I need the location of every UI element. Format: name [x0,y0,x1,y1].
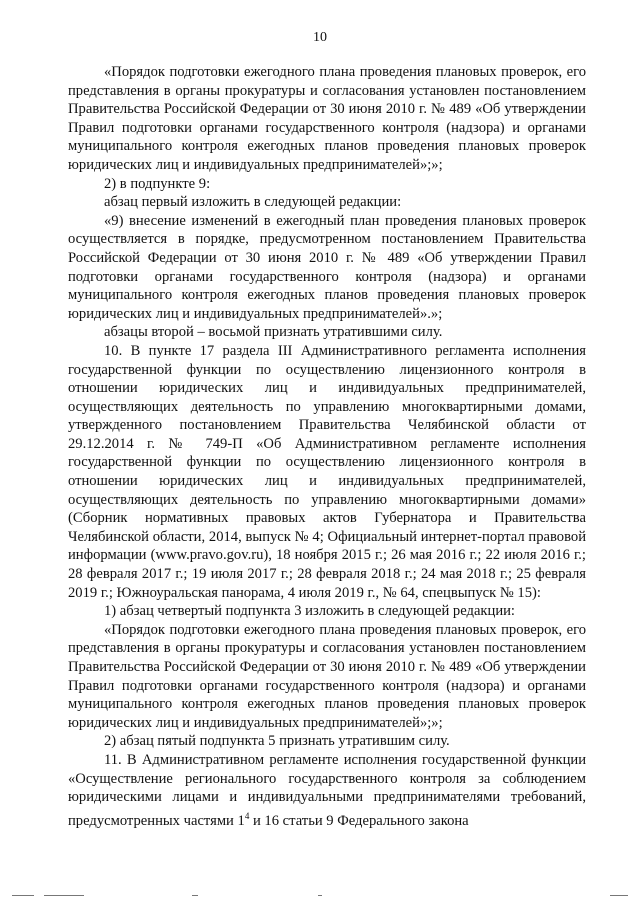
paragraph: 1) абзац четвертый подпункта 3 изложить в следующей редакции: [104,603,515,620]
paragraph: «Порядок подготовки ежегодного плана проведения плановых проверок, его представления в органы прокуратуры и согласования установлен постановлением Правительства Российской Федерации от 30 июня 2010 г. № 489 «Об утверждении Правил подготовки органами государственного контроля (надзора) и органами муниципального контроля ежегодных планов проведения плановых проверок юридических лиц и индивидуальных предпринимателей»;»; [68,621,586,731]
paragraph: 10. В пункте 17 раздела III Административного регламента исполнения государственной функции по осуществлению лицензионного контроля в отношении юридических лиц и индивидуальных предпринимателей, осуществляющих деятельность по управлению многоквартирными домами, утвержденного постановлением Правительства Челябинской области от 29.12.2014 г. № 749-П «Об Административном регламенте исполнения государственной функции по осуществлению лицензионного контроля в отношении юридических лиц и индивидуальных предпринимателей, осуществляющих деятельность по управлению многоквартирными домами» (Сборник нормативных правовых актов Губернатора и Правительства Челябинской области, 2014, выпуск № 4; Официальный интернет-портал правовой информации (www.pravo.gov.ru), 18 ноября 2015 г.; 26 мая 2016 г.; 22 июля 2016 г.; 28 февраля 2017 г.; 19 июля 2017 г.; 28 февраля 2018 г.; 24 мая 2018 г.; 25 февраля 2019 г.; Южноуральская панорама, 4 июля 2019 г., № 64, спецвыпуск № 15): [68,342,586,601]
paragraph: абзацы второй – восьмой признать утратившими силу. [104,324,443,341]
paragraph: «Порядок подготовки ежегодного плана проведения плановых проверок, его представления в органы прокуратуры и согласования установлен постановлением Правительства Российской Федерации от 30 июня 2010 г. № 489 «Об утверждении Правил подготовки органами государственного контроля (надзора) и органами муниципального контроля ежегодных планов проведения плановых проверок юридических лиц и индивидуальных предпринимателей»;»; [68,64,586,173]
document-body [68,63,586,830]
page-number: 10 [313,30,327,45]
paragraph-text: 11. В Административном регламенте исполнения государственной функции «Осуществление регионального государственного контроля за соблюдением юридическими лицами и индивидуальными предпринимателями требований, предусмотренных частями 1 [68,751,586,829]
scan-marks [0,893,640,899]
paragraph: 2) в подпункте 9: [104,175,211,192]
paragraph-last [68,751,586,830]
paragraph: «9) внесение изменений в ежегодный план проведения плановых проверок осуществляется в порядке, предусмотренном постановлением Правительства Российской Федерации от 30 июня 2010 г. № 489 «Об утверждении Правил подготовки органами государственного контроля (надзора) и органами муниципального контроля ежегодных планов проведения плановых проверок юридических лиц и индивидуальных предпринимателей».»; [68,212,586,322]
paragraph: 2) абзац пятый подпункта 5 признать утратившим силу. [104,733,450,750]
paragraph: абзац первый изложить в следующей редакции: [104,194,402,211]
paragraph-text: и 16 статьи 9 Федерального закона [249,812,469,829]
superscript: 4 [244,810,250,821]
